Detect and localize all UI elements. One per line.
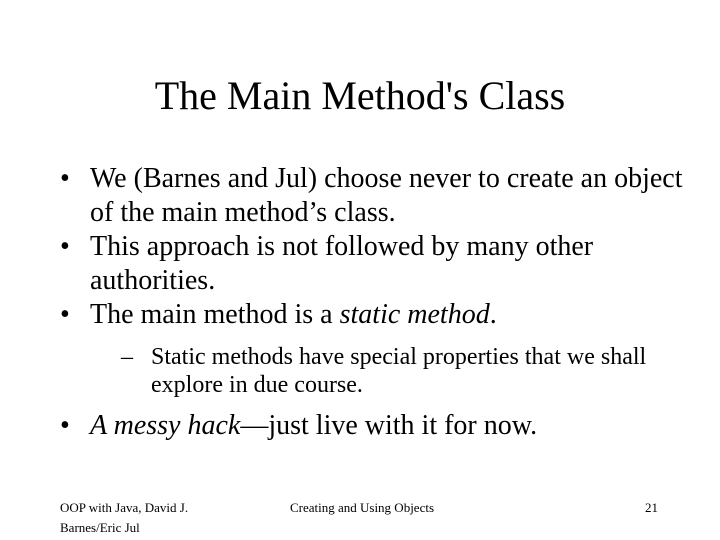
bullet-icon: • [60, 410, 70, 441]
bullet-text: This approach is not followed by many other authorities. [90, 231, 594, 296]
sub-bullet-list [90, 343, 700, 399]
dash-icon: – [121, 344, 133, 370]
bullet-item [60, 162, 700, 230]
bullet-icon: • [60, 231, 70, 262]
bullet-item [60, 409, 700, 443]
footer-author: OOP with Java, David J. Barnes/Eric Jul [60, 500, 189, 535]
bullet-text: . [489, 299, 497, 330]
bullet-list [60, 162, 700, 443]
bullet-text-italic: A messy hack [90, 410, 241, 441]
page-number: 21 [645, 500, 658, 515]
slide-title: The Main Method's Class [154, 73, 566, 118]
bullet-item [60, 298, 700, 399]
bullet-text: —just live with it for now. [240, 410, 538, 441]
bullet-item [60, 230, 700, 298]
sub-bullet-text: Static methods have special properties that we shall explore in due course. [151, 344, 647, 398]
bullet-text: We (Barnes and Jul) choose never to create an object of the main method’s class. [90, 163, 683, 228]
bullet-text: The main method is a [90, 299, 340, 330]
sub-bullet-item [121, 343, 700, 399]
bullet-text-italic: static method [339, 299, 490, 330]
footer-title: Creating and Using Objects [289, 500, 435, 515]
bullet-icon: • [60, 299, 70, 330]
bullet-icon: • [60, 163, 70, 194]
